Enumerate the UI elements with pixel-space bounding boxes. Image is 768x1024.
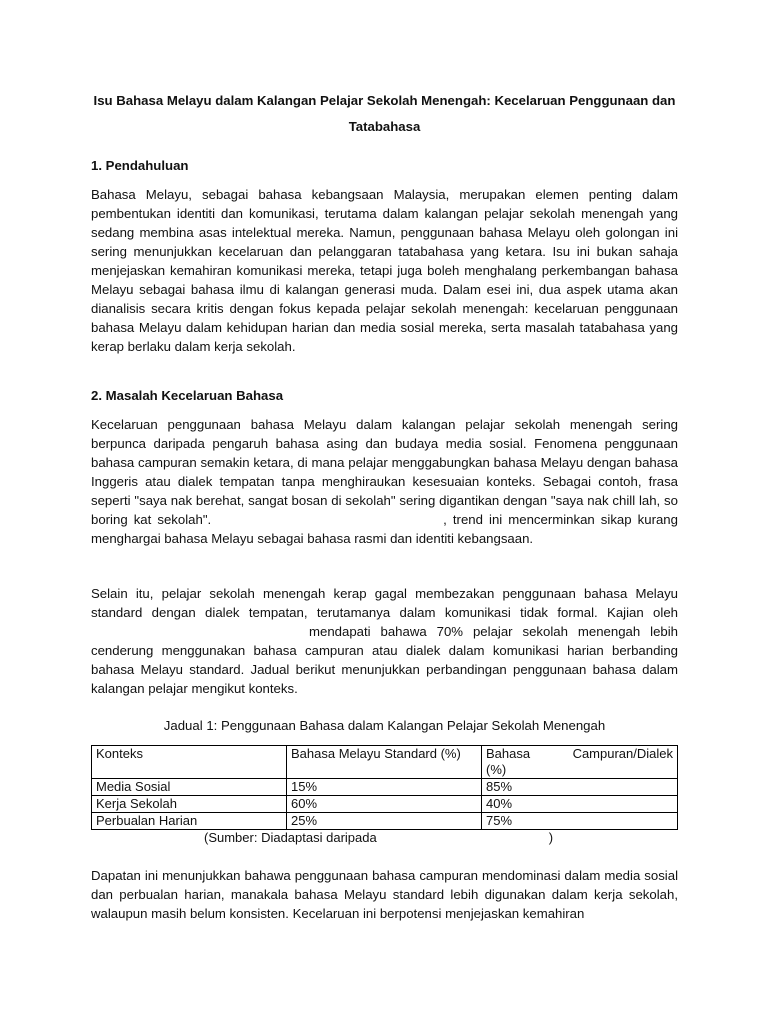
table-row	[92, 779, 678, 796]
usage-table	[91, 745, 678, 830]
table-header-konteks: Konteks	[92, 746, 287, 779]
table-caption: Jadual 1: Penggunaan Bahasa dalam Kalangan Pelajar Sekolah Menengah	[163, 718, 606, 733]
table-header-standard: Bahasa Melayu Standard (%)	[287, 746, 482, 779]
table-cell: 40%	[482, 796, 678, 813]
table-header-campuran-part-3: (%)	[486, 762, 507, 777]
paragraph-pendahuluan: Bahasa Melayu, sebagai bahasa kebangsaan Malaysia, merupakan elemen penting dalam pembentukan identiti dan komunikasi, terutama dalam kalangan pelajar sekolah menengah yang sedang membina asas intelektual mereka. Namun, penggunaan bahasa Melayu oleh golongan ini sering menunjukkan kecelaruan dan pelanggaran tatabahasa yang ketara. Isu ini bukan sahaja menjejaskan kemahiran komunikasi mereka, tetapi juga boleh menghalang perkembangan bahasa Melayu sebagai bahasa ilmu di kalangan generasi muda. Dalam esei ini, dua aspek utama akan dianalisis secara kritis dengan fokus kepada pelajar sekolah menengah: kecelaruan penggunaan bahasa Melayu dalam kehidupan harian dan media sosial mereka, serta masalah tatabahasa yang kerap berlaku dalam kerja sekolah.	[91, 187, 678, 354]
table-header-campuran-part-2: Campuran/Dialek	[572, 746, 673, 761]
table-row	[92, 813, 678, 830]
paragraph-kecelaruan-2-part-b: mendapati bahawa 70% pelajar sekolah menengah lebih cenderung menggunakan bahasa campuran atau dialek dalam komunikasi harian berbanding bahasa Melayu standard. Jadual berikut menunjukkan perbandingan penggunaan bahasa dalam kalangan pelajar mengikut konteks.	[91, 624, 678, 696]
table-cell: 60%	[287, 796, 482, 813]
table-header-campuran-part-1: Bahasa	[486, 746, 531, 761]
section-heading-kecelaruan: 2. Masalah Kecelaruan Bahasa	[91, 388, 284, 403]
document-title: Isu Bahasa Melayu dalam Kalangan Pelajar Sekolah Menengah: Kecelaruan Penggunaan dan Tatabahasa	[93, 93, 676, 134]
spacer	[91, 548, 678, 584]
table-cell: 25%	[287, 813, 482, 830]
table-cell: 15%	[287, 779, 482, 796]
table-source-right: )	[548, 830, 554, 845]
table-cell: 75%	[482, 813, 678, 830]
table-cell: Perbualan Harian	[92, 813, 287, 830]
section-heading-pendahuluan: 1. Pendahuluan	[91, 158, 189, 173]
table-cell: 85%	[482, 779, 678, 796]
table-header-row	[92, 746, 678, 779]
table-header-campuran	[482, 746, 678, 779]
table-source-left: (Sumber: Diadaptasi daripada	[204, 830, 377, 845]
paragraph-kecelaruan-1-part-b: , trend ini mencerminkan sikap kurang menghargai bahasa Melayu sebagai bahasa rasmi dan identiti kebangsaan.	[91, 512, 678, 546]
paragraph-kecelaruan-2-part-a: Selain itu, pelajar sekolah menengah kerap gagal membezakan penggunaan bahasa Melayu standard dengan dialek tempatan, terutamanya dalam komunikasi tidak formal. Kajian oleh	[91, 586, 678, 620]
paragraph-kecelaruan-1-part-a: Kecelaruan penggunaan bahasa Melayu dalam kalangan pelajar sekolah menengah sering berpunca daripada pengaruh bahasa asing dan budaya media sosial. Fenomena penggunaan bahasa campuran semakin ketara, di mana pelajar menggabungkan bahasa Melayu dengan bahasa Inggeris atau dialek tempatan tanpa menghiraukan kesesuaian konteks. Sebagai contoh, frasa seperti "saya nak berehat, sangat bosan di sekolah" sering digantikan dengan "saya nak chill lah, so boring kat sekolah".	[91, 417, 678, 527]
spacer	[91, 356, 678, 387]
paragraph-kecelaruan-1	[91, 415, 678, 548]
table-cell: Kerja Sekolah	[92, 796, 287, 813]
table-row	[92, 796, 678, 813]
paragraph-dapatan: Dapatan ini menunjukkan bahawa penggunaan bahasa campuran mendominasi dalam media sosial dan perbualan harian, manakala bahasa Melayu standard lebih digunakan dalam kerja sekolah, walaupun masih belum konsisten. Kecelaruan ini berpotensi menjejaskan kemahiran	[91, 868, 678, 921]
table-cell: Media Sosial	[92, 779, 287, 796]
paragraph-kecelaruan-2	[91, 584, 678, 698]
table-source	[91, 830, 678, 846]
